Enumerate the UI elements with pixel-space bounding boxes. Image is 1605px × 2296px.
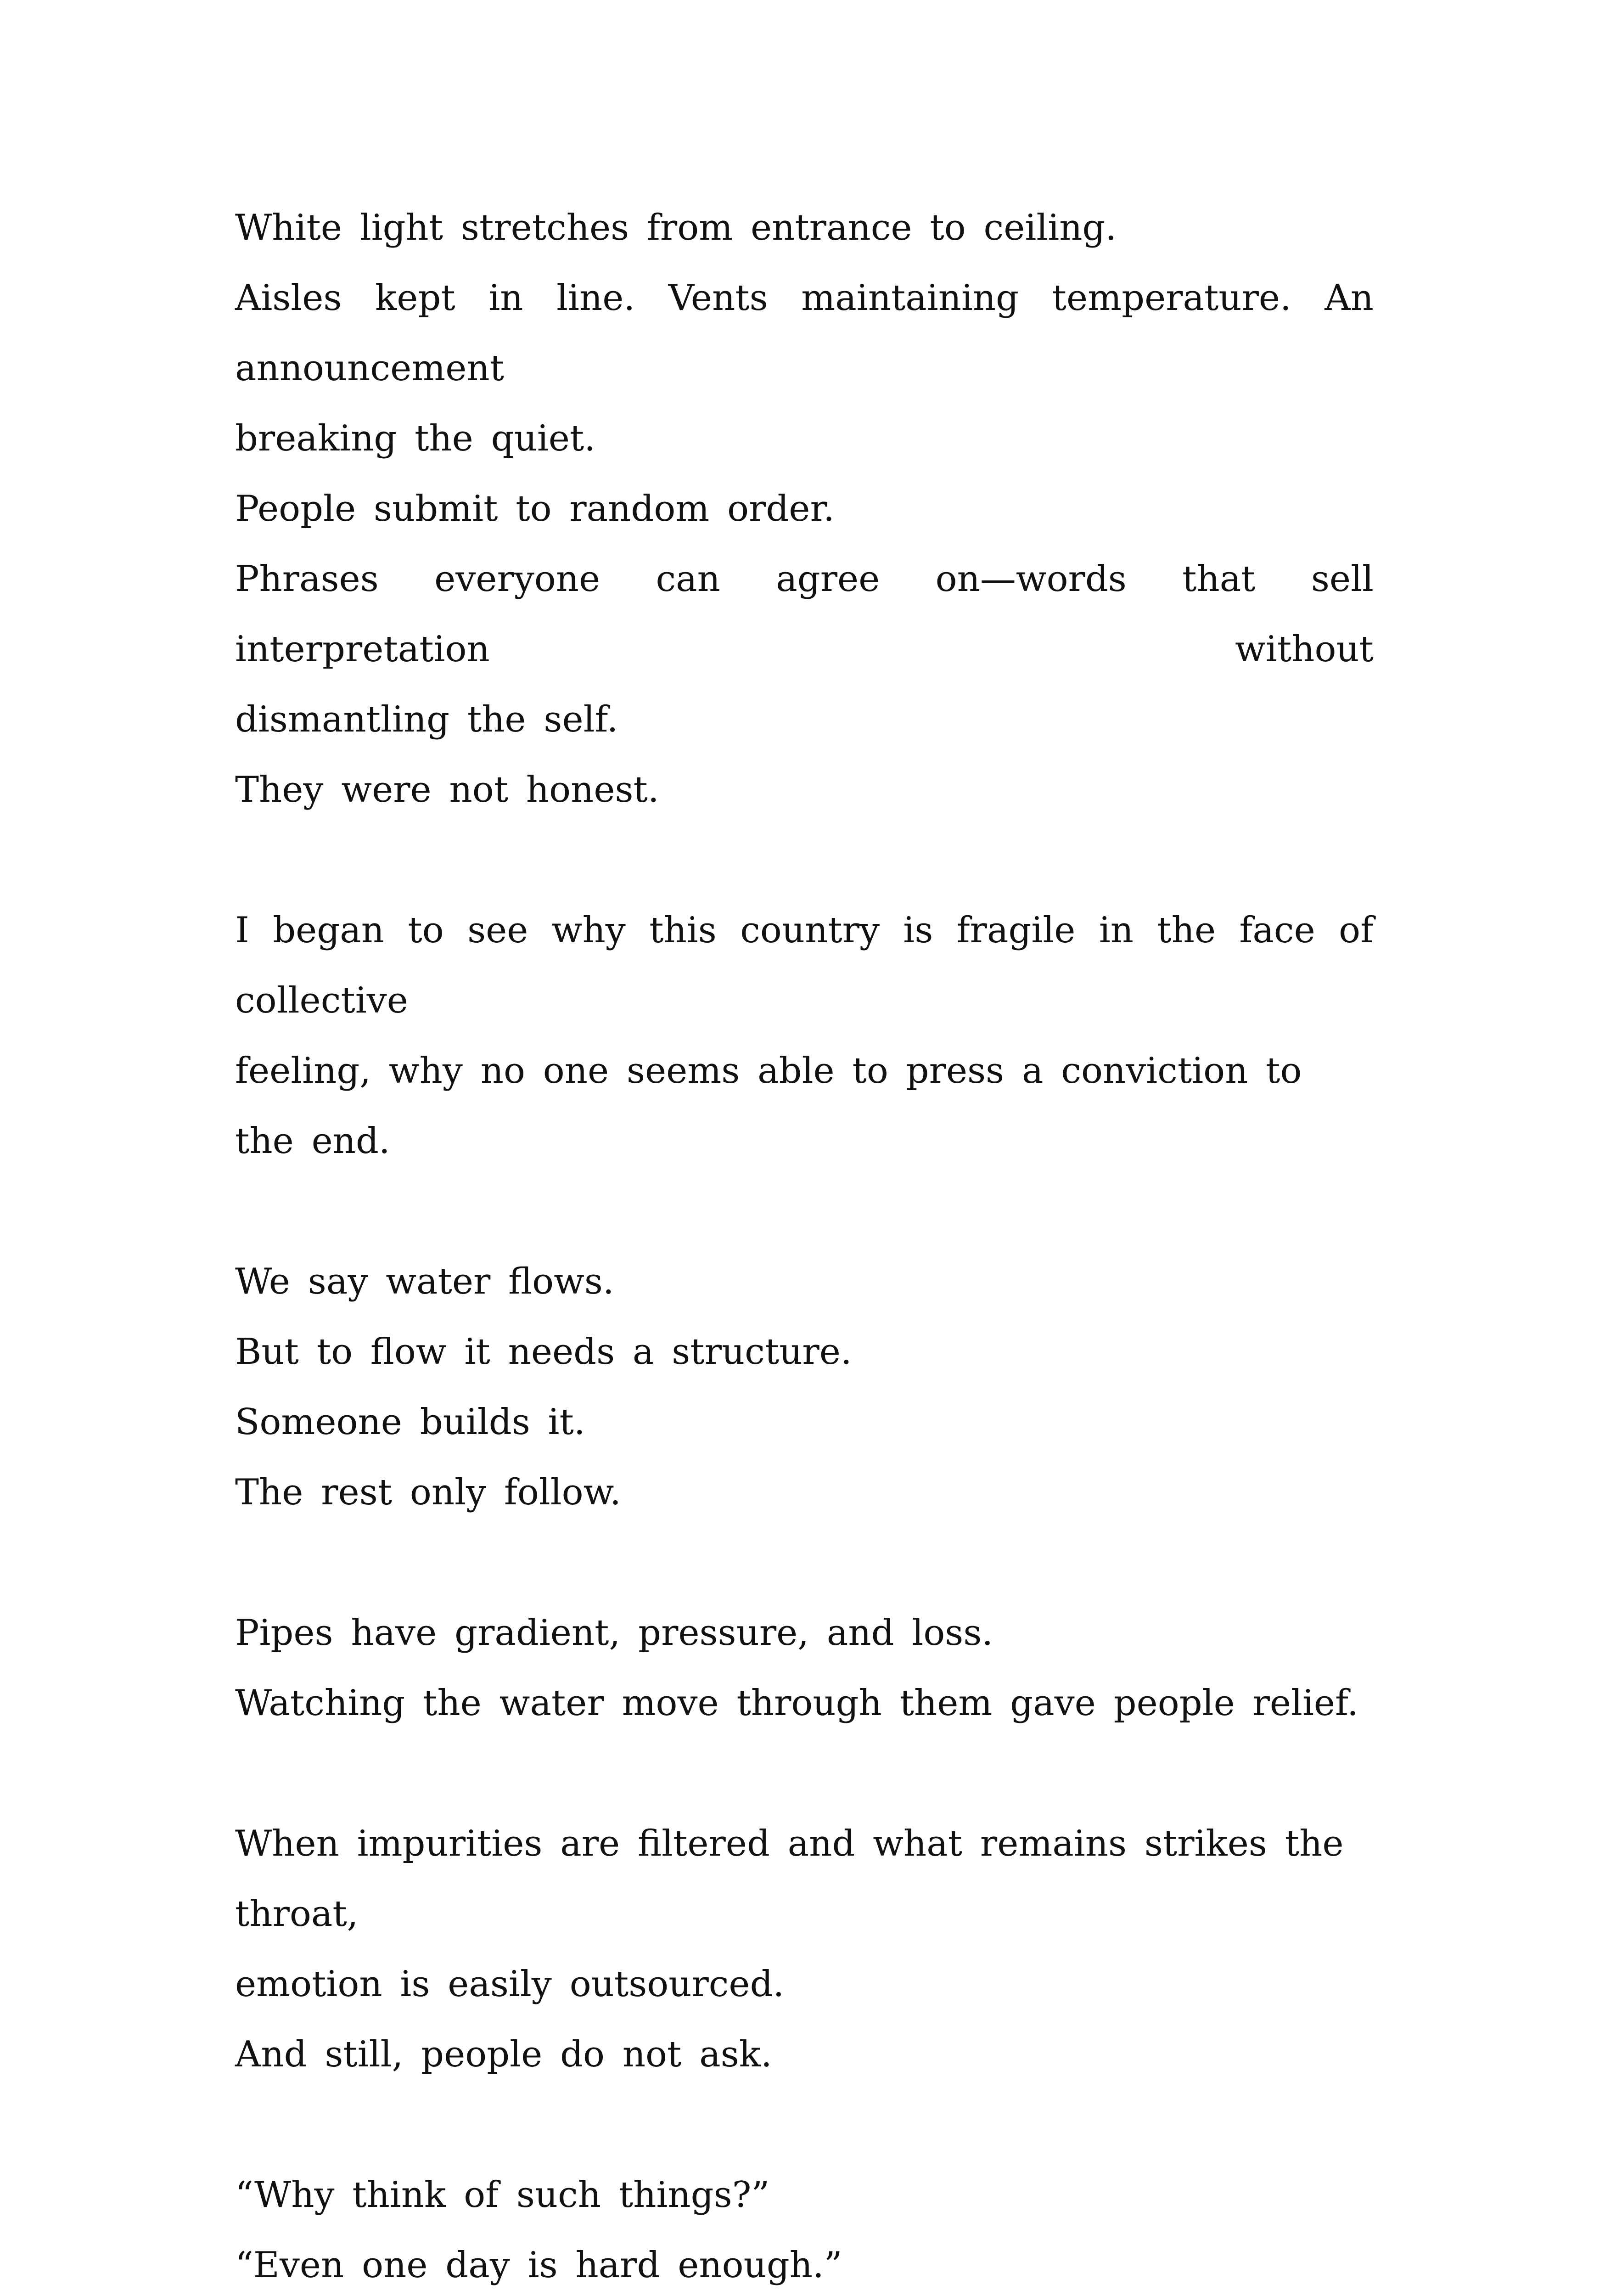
paragraph-country-fragility [235, 895, 1374, 1176]
text-line: White light stretches from entrance to ceiling. [235, 207, 1117, 248]
text-line: “Even one day is hard enough.” [235, 2245, 842, 2286]
document-body [235, 193, 1374, 2296]
text-line: Aisles kept in line. Vents maintaining temperature. An announcement [235, 277, 1374, 389]
text-line: feeling, why no one seems able to press a conviction to the end. [235, 1050, 1302, 1162]
paragraph-store-scene [235, 193, 1374, 825]
text-line: “Why think of such things?” [235, 2174, 770, 2216]
text-line: Phrases everyone can agree on—words that sell interpretation without [235, 558, 1374, 670]
text-line: Someone builds it. [235, 1401, 585, 1443]
text-line: When impurities are filtered and what remains strikes the throat, [235, 1823, 1344, 1935]
paragraph-pipes [235, 1598, 1374, 1739]
text-line: Watching the water move through them gave people relief. [235, 1683, 1358, 1724]
text-line: But to flow it needs a structure. [235, 1331, 852, 1373]
text-line: dismantling the self. [235, 699, 618, 740]
text-line: breaking the quiet. [235, 418, 596, 459]
text-line: People submit to random order. [235, 488, 835, 529]
text-line: The rest only follow. [235, 1472, 621, 1513]
text-line: They were not honest. [235, 769, 659, 810]
text-line: emotion is easily outsourced. [235, 1964, 785, 2005]
paragraph-water-flows [235, 1247, 1374, 1528]
text-line: I began to see why this country is fragile in the face of collective [235, 910, 1374, 1021]
text-line: Pipes have gradient, pressure, and loss. [235, 1612, 993, 1654]
text-line: And still, people do not ask. [235, 2034, 772, 2075]
paragraph-dialogue [235, 2160, 1374, 2296]
text-line: We say water flows. [235, 1261, 614, 1302]
paragraph-impurities [235, 1809, 1374, 2090]
